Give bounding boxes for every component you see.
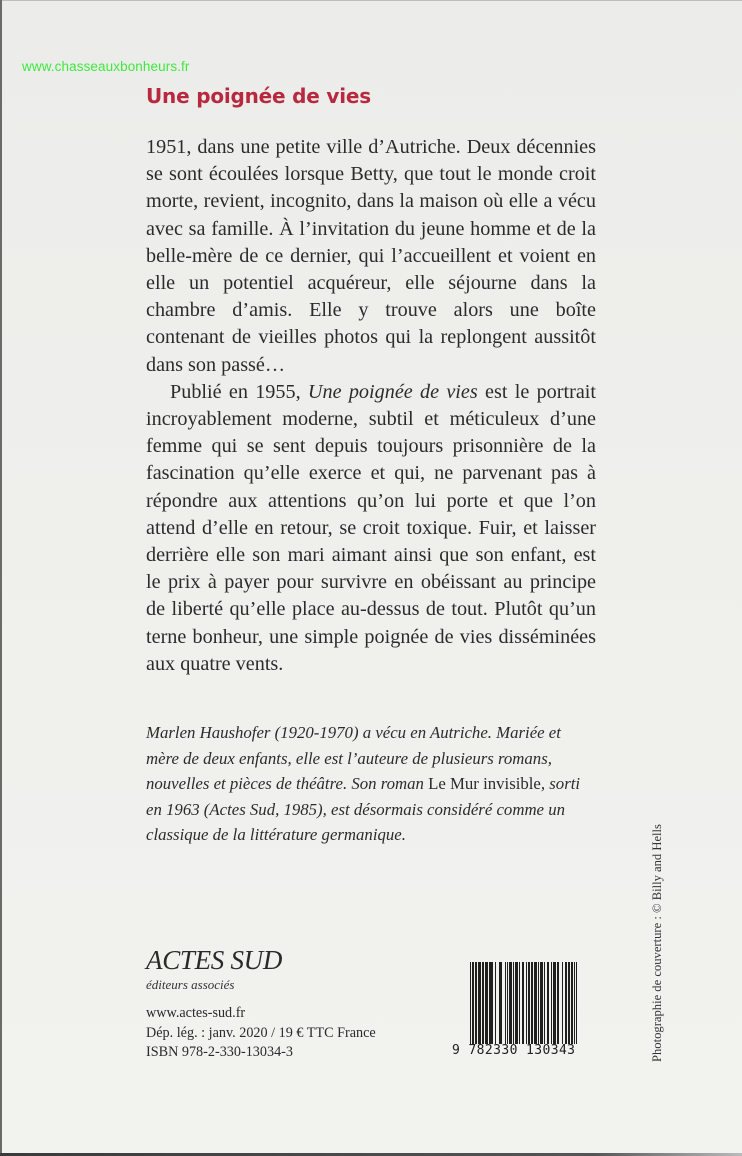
legal-deposit-price: Dép. lég. : janv. 2020 / 19 € TTC France — [146, 1024, 376, 1041]
isbn-barcode — [452, 962, 602, 1062]
book-title: Une poignée de vies — [146, 84, 371, 108]
synopsis-book-title-italic: Une poignée de vies — [307, 380, 478, 403]
author-bio — [146, 720, 598, 848]
author-bio-novel-title: Le Mur invisible — [428, 774, 541, 794]
watermark-url[interactable]: www.chasseauxbonheurs.fr — [22, 59, 190, 74]
publisher-subtitle: éditeurs associés — [146, 977, 235, 992]
publisher-block — [146, 944, 376, 1063]
author-bio-lead: Marlen Haushofer (1920-1970) a vécu en Autriche. Mariée et mère de deux enfants, elle est l’auteure de plusieurs romans, nouvelles et pièces de théâtre. Son roman — [146, 723, 561, 794]
synopsis-paragraph-1: 1951, dans une petite ville d’Autriche. Deux décennies se sont écoulées lorsque Betty, que tout le monde croit morte, revient, incognito, dans la maison où elle a vécu avec sa famille. À l’invitation du jeune homme et de la belle-mère de ce dernier, qui l’accueillent et voient en elle un potentiel acquéreur, elle séjourne dans la chambre d’amis. Elle y trouve alors une boîte contenant de vieilles photos qui la replongent aussitôt dans son passé… — [146, 136, 596, 376]
page-left-edge — [0, 0, 2, 1156]
publisher-info — [146, 1004, 376, 1063]
author-bio-tail: , sorti en 1963 (Actes Sud, 1985), est désormais considéré comme un classique de la littérature germanique. — [146, 774, 581, 845]
isbn: ISBN 978-2-330-13034-3 — [146, 1044, 293, 1060]
synopsis-paragraph-2-body: est le portrait incroyablement moderne, subtil et méticuleux d’une femme qui se sent depuis toujours prisonnière de la fascination qu’elle exerce et qui, ne parvenant pas à répondre aux attentions qu’on lui porte et que l’on attend d’elle en retour, se croit toxique. Fuir, et laisser derrière elle son mari aimant ainsi que son enfant, est le prix à payer pour survivre en obéissant au principe de liberté qu’elle place au-dessus de tout. Plutôt qu’un terne bonheur, une simple poignée de vies disséminées aux quatre vents. — [146, 380, 597, 675]
barcode-bars — [470, 962, 577, 1044]
publisher-website[interactable]: www.actes-sud.fr — [146, 1005, 246, 1021]
synopsis-paragraph-2-lead: Publié en 1955, — [170, 380, 308, 403]
barcode-digits: 9 782330 130343 — [452, 1043, 576, 1058]
publisher-logo: ACTES SUD — [146, 945, 283, 975]
barcode-bar — [576, 962, 577, 1044]
synopsis-paragraph-2 — [146, 379, 596, 678]
cover-photo-credit: Photographie de couverture : © Billy and Hells — [650, 824, 664, 1062]
page-top-edge — [0, 0, 742, 1]
synopsis — [146, 134, 596, 678]
